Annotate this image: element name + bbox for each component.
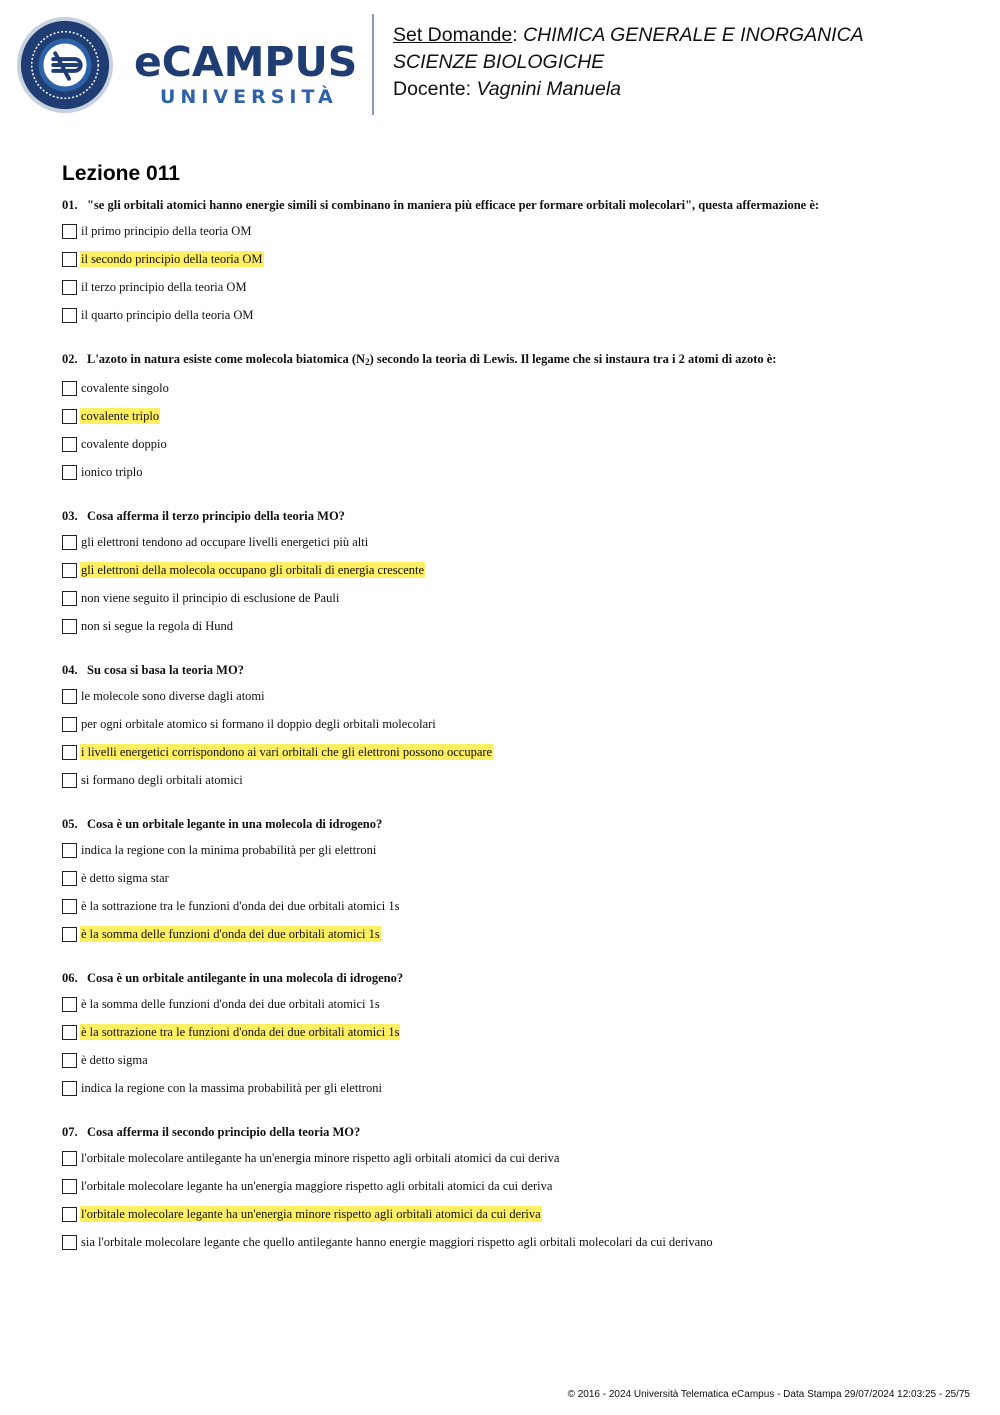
answer-option[interactable] [62, 433, 962, 455]
answer-option[interactable] [62, 993, 962, 1015]
answer-label-highlighted: è la somma delle funzioni d'onda dei due orbitali atomici 1s [81, 927, 380, 941]
question-number: 01. [62, 198, 78, 212]
checkbox-icon[interactable] [62, 465, 77, 480]
checkbox-icon[interactable] [62, 689, 77, 704]
answer-label-highlighted: covalente triplo [81, 409, 160, 423]
answer-option[interactable] [62, 839, 962, 861]
lesson-title: Lezione 011 [62, 162, 180, 185]
question-text [62, 350, 962, 371]
answer-label: indica la regione con la massima probabilità per gli elettroni [81, 1081, 382, 1095]
answer-label: gli elettroni tendono ad occupare livelli energetici più alti [81, 535, 369, 549]
checkbox-icon[interactable] [62, 745, 77, 760]
answer-label: il primo principio della teoria OM [81, 224, 252, 238]
answer-label: è la sottrazione tra le funzioni d'onda dei due orbitali atomici 1s [81, 899, 400, 913]
checkbox-icon[interactable] [62, 252, 77, 267]
logo-wordmark: eCAMPUS [134, 38, 358, 86]
checkbox-icon[interactable] [62, 1235, 77, 1250]
answer-label: è la somma delle funzioni d'onda dei due orbitali atomici 1s [81, 997, 380, 1011]
answer-option[interactable] [62, 461, 962, 483]
answer-option[interactable] [62, 713, 962, 735]
answer-label: covalente singolo [81, 381, 169, 395]
question [62, 969, 962, 1099]
checkbox-icon[interactable] [62, 717, 77, 732]
answer-label: l'orbitale molecolare antilegante ha un'energia minore rispetto agli orbitali atomici da cui deriva [81, 1151, 560, 1165]
answer-option[interactable] [62, 867, 962, 889]
question-text [62, 661, 962, 679]
question-text [62, 196, 962, 214]
header-info [393, 22, 864, 103]
answer-option[interactable] [62, 1175, 962, 1197]
checkbox-icon[interactable] [62, 1151, 77, 1166]
question-body-end: ) secondo la teoria di Lewis. Il legame che si instaura tra i 2 atomi di azoto è: [369, 352, 777, 366]
answer-label: non si segue la regola di Hund [81, 619, 234, 633]
answer-label: l'orbitale molecolare legante ha un'energia maggiore rispetto agli orbitali atomici da cui deriva [81, 1179, 553, 1193]
question [62, 507, 962, 637]
question-body: Cosa afferma il secondo principio della teoria MO? [87, 1125, 361, 1139]
question-number: 06. [62, 971, 78, 985]
checkbox-icon[interactable] [62, 563, 77, 578]
question-number: 03. [62, 509, 78, 523]
answer-option[interactable] [62, 1203, 962, 1225]
checkbox-icon[interactable] [62, 1081, 77, 1096]
checkbox-icon[interactable] [62, 437, 77, 452]
degree-name: SCIENZE BIOLOGICHE [393, 51, 605, 73]
header-divider [372, 14, 374, 115]
checkbox-icon[interactable] [62, 591, 77, 606]
set-separator: : [512, 24, 518, 46]
answer-option[interactable] [62, 615, 962, 637]
answer-option[interactable] [62, 1049, 962, 1071]
question-text [62, 815, 962, 833]
answer-label: covalente doppio [81, 437, 167, 451]
answer-option[interactable] [62, 531, 962, 553]
answer-label: ionico triplo [81, 465, 143, 479]
answer-label-highlighted: i livelli energetici corrispondono ai vari orbitali che gli elettroni possono occupare [81, 745, 493, 759]
answer-option[interactable] [62, 769, 962, 791]
answer-option[interactable] [62, 304, 962, 326]
answer-label-highlighted: gli elettroni della molecola occupano gli orbitali di energia crescente [81, 563, 425, 577]
checkbox-icon[interactable] [62, 1053, 77, 1068]
answer-option[interactable] [62, 248, 962, 270]
answer-option[interactable] [62, 1231, 962, 1253]
question-body: Su cosa si basa la teoria MO? [87, 663, 244, 677]
question-list [62, 196, 962, 1277]
question-body: Cosa afferma il terzo principio della teoria MO? [87, 509, 345, 523]
question [62, 1123, 962, 1253]
answer-option[interactable] [62, 276, 962, 298]
question-body-start: L'azoto in natura esiste come molecola biatomica (N [87, 352, 366, 366]
question-number: 04. [62, 663, 78, 677]
checkbox-icon[interactable] [62, 843, 77, 858]
checkbox-icon[interactable] [62, 535, 77, 550]
set-line [393, 22, 864, 49]
logo-subtitle: UNIVERSITÀ [160, 86, 338, 108]
answer-option[interactable] [62, 587, 962, 609]
answer-option[interactable] [62, 405, 962, 427]
checkbox-icon[interactable] [62, 927, 77, 942]
answer-label-highlighted: il secondo principio della teoria OM [81, 252, 263, 266]
answer-option[interactable] [62, 741, 962, 763]
question-number: 07. [62, 1125, 78, 1139]
answer-label: non viene seguito il principio di esclusione de Pauli [81, 591, 340, 605]
answer-option[interactable] [62, 220, 962, 242]
question [62, 815, 962, 945]
answer-option[interactable] [62, 1021, 962, 1043]
set-label: Set Domande [393, 24, 513, 46]
answer-option[interactable] [62, 1147, 962, 1169]
checkbox-icon[interactable] [62, 773, 77, 788]
answer-label: è detto sigma [81, 1053, 148, 1067]
question-text [62, 1123, 962, 1141]
checkbox-icon[interactable] [62, 224, 77, 239]
answer-label: sia l'orbitale molecolare legante che quello antilegante hanno energie maggiori rispetto agli orbitali molecolari da cui derivano [81, 1235, 713, 1249]
answer-option[interactable] [62, 377, 962, 399]
checkbox-icon[interactable] [62, 871, 77, 886]
checkbox-icon[interactable] [62, 1025, 77, 1040]
answer-label: il terzo principio della teoria OM [81, 280, 247, 294]
checkbox-icon[interactable] [62, 1207, 77, 1222]
docente-line [393, 76, 864, 103]
checkbox-icon[interactable] [62, 619, 77, 634]
answer-option[interactable] [62, 685, 962, 707]
answer-option[interactable] [62, 895, 962, 917]
answer-label-highlighted: l'orbitale molecolare legante ha un'energia minore rispetto agli orbitali atomici da cui deriva [81, 1207, 541, 1221]
docente-label: Docente: [393, 78, 472, 100]
answer-label: si formano degli orbitali atomici [81, 773, 243, 787]
answer-option[interactable] [62, 923, 962, 945]
checkbox-icon[interactable] [62, 280, 77, 295]
question-number: 05. [62, 817, 78, 831]
course-name: CHIMICA GENERALE E INORGANICA [523, 24, 864, 46]
checkbox-icon[interactable] [62, 1179, 77, 1194]
checkbox-icon[interactable] [62, 899, 77, 914]
ecampus-seal-icon [16, 16, 114, 114]
checkbox-icon[interactable] [62, 409, 77, 424]
docente-name: Vagnini Manuela [476, 78, 622, 100]
answer-label: indica la regione con la minima probabilità per gli elettroni [81, 843, 377, 857]
answer-option[interactable] [62, 559, 962, 581]
question-text [62, 969, 962, 987]
question [62, 350, 962, 483]
question [62, 661, 962, 791]
checkbox-icon[interactable] [62, 381, 77, 396]
question-text [62, 507, 962, 525]
checkbox-icon[interactable] [62, 997, 77, 1012]
question-number: 02. [62, 352, 78, 366]
checkbox-icon[interactable] [62, 308, 77, 323]
answer-label: per ogni orbitale atomico si formano il doppio degli orbitali molecolari [81, 717, 436, 731]
question-body: Cosa è un orbitale antilegante in una molecola di idrogeno? [87, 971, 404, 985]
question-body: Cosa è un orbitale legante in una molecola di idrogeno? [87, 817, 383, 831]
answer-label: le molecole sono diverse dagli atomi [81, 689, 265, 703]
subscript: 2 [365, 357, 370, 367]
page-footer: © 2016 - 2024 Università Telematica eCampus - Data Stampa 29/07/2024 12:03:25 - 25/75 [567, 1389, 970, 1400]
question [62, 196, 962, 326]
answer-label: è detto sigma star [81, 871, 169, 885]
answer-label: il quarto principio della teoria OM [81, 308, 254, 322]
answer-label-highlighted: è la sottrazione tra le funzioni d'onda dei due orbitali atomici 1s [81, 1025, 400, 1039]
question-body: "se gli orbitali atomici hanno energie simili si combinano in maniera più efficace per formare orbitali molecolari", questa affermazione è: [87, 198, 820, 212]
answer-option[interactable] [62, 1077, 962, 1099]
